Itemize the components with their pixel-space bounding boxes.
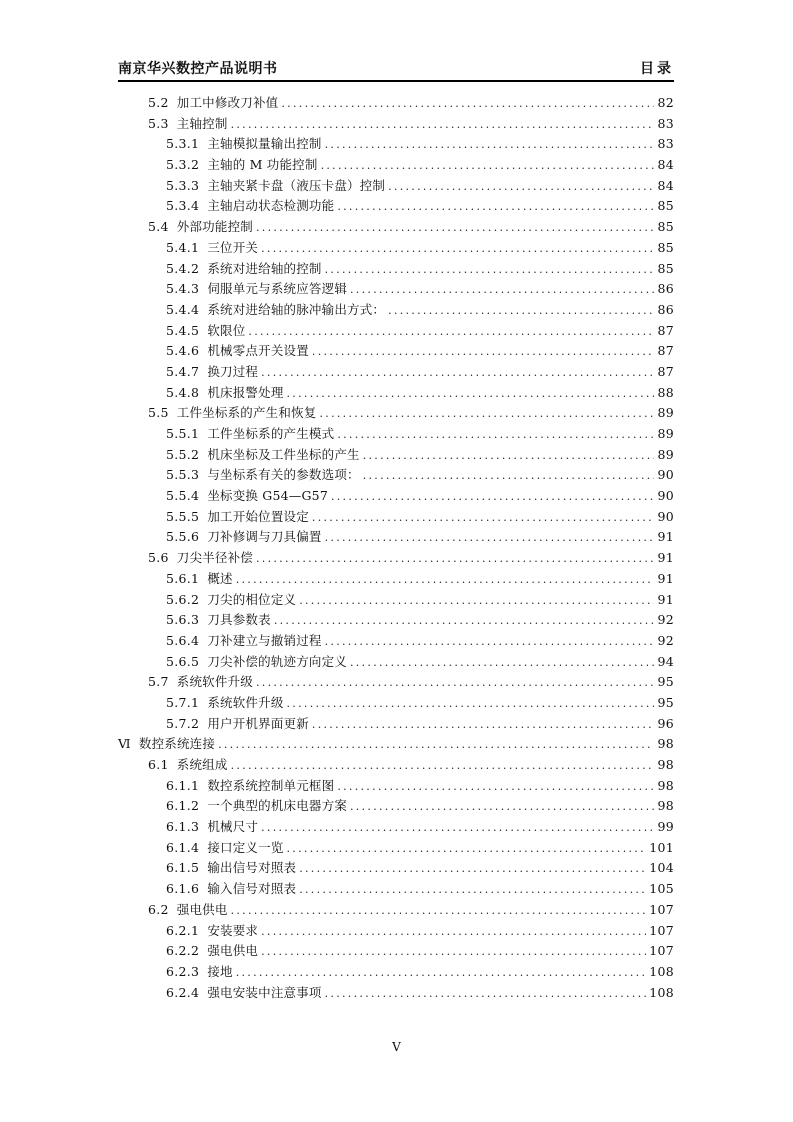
toc-entry-page: 84 [657, 177, 674, 193]
dot-leader [337, 425, 654, 446]
toc-entry-number: 5.5.5 [166, 508, 200, 524]
toc-entry-number: 5.5.2 [166, 446, 200, 462]
toc-entry-title: 接地 [207, 963, 233, 979]
toc-entry-number: 5.5.6 [166, 529, 200, 545]
toc-entry-title: 概述 [207, 570, 233, 586]
dot-leader [261, 239, 654, 260]
toc-entry[interactable] [118, 983, 674, 1004]
toc-entry-title: 强电供电 [176, 901, 228, 917]
toc-entry-title: 伺服单元与系统应答逻辑 [207, 281, 348, 297]
toc-entry[interactable] [118, 610, 674, 631]
toc-entry-title: 刀尖补偿的轨迹方向定义 [207, 653, 348, 669]
dot-leader [312, 342, 655, 363]
toc-entry-title: 系统软件升级 [176, 674, 253, 690]
toc-entry-number: 5.6.1 [166, 570, 200, 586]
toc-entry[interactable] [118, 486, 674, 507]
toc-entry-page: 92 [657, 612, 674, 628]
toc-entry-number: Ⅵ [118, 736, 131, 752]
toc-entry-number: 5.3.3 [166, 177, 200, 193]
toc-entry-title: 用户开机界面更新 [207, 715, 309, 731]
toc-entry-title: 强电安装中注意事项 [207, 984, 322, 1000]
toc-entry[interactable] [118, 652, 674, 673]
toc-entry-number: 6.1 [148, 757, 169, 772]
dot-leader [325, 260, 655, 281]
dot-leader [363, 446, 655, 467]
toc-entry[interactable] [118, 217, 674, 238]
toc-entry[interactable] [118, 362, 674, 383]
toc-entry[interactable] [118, 527, 674, 548]
dot-leader [236, 963, 647, 984]
toc-entry[interactable] [118, 755, 674, 776]
dot-leader [261, 818, 654, 839]
toc-entry-number: 5.5.4 [166, 488, 200, 504]
toc-entry-page: 83 [657, 136, 674, 152]
toc-entry-page: 94 [657, 653, 674, 669]
toc-entry-page: 86 [657, 301, 674, 317]
toc-entry[interactable] [118, 569, 674, 590]
dot-leader [274, 611, 655, 632]
toc-entry-number: 5.6.3 [166, 612, 200, 628]
dot-leader [299, 859, 646, 880]
toc-entry-number: 6.2.2 [166, 943, 200, 959]
toc-entry-title: 与坐标系有关的参数选项： [207, 467, 360, 483]
toc-entry-number: 6.1.5 [166, 860, 200, 876]
toc-entry-page: 90 [657, 467, 674, 483]
toc-entry-page: 90 [657, 508, 674, 524]
toc-entry-title: 系统软件升级 [207, 694, 284, 710]
dot-leader [350, 280, 654, 301]
toc-entry[interactable] [118, 672, 674, 693]
dot-leader [299, 591, 654, 612]
toc-entry-number: 5.7.1 [166, 694, 200, 710]
dot-leader [261, 942, 646, 963]
toc-entry[interactable] [118, 776, 674, 797]
dot-leader [287, 384, 655, 405]
toc-entry[interactable] [118, 900, 674, 921]
toc-entry-page: 89 [657, 426, 674, 441]
dot-leader [281, 94, 654, 115]
toc-entry-number: 5.5.3 [166, 467, 200, 483]
toc-entry-title: 数控系统控制单元框图 [207, 777, 335, 793]
toc-entry-title: 机械尺寸 [207, 819, 259, 835]
dot-leader [256, 549, 655, 570]
toc-entry-page: 87 [657, 343, 674, 359]
toc-entry-title: 主轴模拟量输出控制 [207, 136, 322, 152]
toc-entry-title: 输入信号对照表 [207, 881, 297, 897]
toc-entry[interactable] [118, 114, 674, 135]
toc-entry-page: 108 [649, 963, 674, 979]
toc-entry-title: 数控系统连接 [138, 736, 216, 752]
toc-entry-page: 85 [657, 219, 674, 235]
toc-entry-page: 91 [657, 591, 674, 607]
table-of-contents [118, 93, 674, 1003]
toc-entry-number: 6.1.2 [166, 798, 200, 814]
toc-entry[interactable] [118, 176, 674, 197]
dot-leader [319, 404, 654, 425]
toc-entry-page: 85 [657, 239, 674, 255]
toc-entry[interactable] [118, 693, 674, 714]
toc-entry-page: 105 [649, 881, 674, 897]
toc-entry[interactable] [118, 279, 674, 300]
dot-leader [218, 735, 654, 756]
toc-entry[interactable] [118, 445, 674, 466]
toc-entry-page: 107 [649, 922, 674, 938]
toc-entry-page: 98 [657, 757, 674, 772]
toc-entry-page: 99 [657, 819, 674, 835]
toc-entry[interactable] [118, 879, 674, 900]
toc-entry-number: 5.6 [148, 550, 169, 566]
dot-leader [312, 508, 655, 529]
dot-leader [236, 570, 655, 591]
toc-entry-page: 95 [657, 694, 674, 710]
toc-entry-number: 6.2 [148, 901, 169, 917]
toc-entry-page: 83 [657, 115, 674, 131]
toc-entry-page: 92 [657, 632, 674, 648]
toc-entry-page: 91 [657, 529, 674, 545]
toc-entry-page: 107 [649, 943, 674, 959]
dot-leader [325, 528, 655, 549]
toc-entry-page: 91 [657, 550, 674, 566]
toc-entry-number: 6.1.6 [166, 881, 200, 897]
toc-entry[interactable] [118, 858, 674, 879]
toc-entry-title: 工件坐标系的产生和恢复 [176, 405, 317, 421]
toc-entry-page: 108 [649, 984, 674, 1000]
toc-entry-number: 5.5.1 [166, 426, 200, 441]
toc-entry[interactable] [118, 714, 674, 735]
toc-entry-title: 外部功能控制 [176, 219, 253, 235]
dot-leader [287, 839, 647, 860]
toc-entry-page: 98 [657, 798, 674, 814]
toc-entry-title: 工件坐标系的产生模式 [207, 426, 335, 441]
toc-entry-title: 刀尖半径补偿 [176, 550, 253, 566]
toc-entry-number: 6.2.4 [166, 984, 200, 1000]
toc-entry[interactable] [118, 134, 674, 155]
toc-entry-title: 输出信号对照表 [207, 860, 297, 876]
toc-entry-title: 加工中修改刀补值 [176, 95, 279, 110]
toc-entry-title: 换刀过程 [207, 363, 259, 379]
toc-entry[interactable] [118, 196, 674, 217]
toc-entry-title: 加工开始位置设定 [207, 508, 309, 524]
toc-entry[interactable] [118, 631, 674, 652]
toc-entry[interactable] [118, 155, 674, 176]
toc-entry[interactable] [118, 962, 674, 983]
dot-leader [350, 653, 654, 674]
toc-entry[interactable] [118, 93, 674, 114]
toc-entry-title: 系统组成 [176, 757, 228, 772]
toc-entry[interactable] [118, 321, 674, 342]
toc-entry-page: 87 [657, 322, 674, 338]
toc-entry-number: 5.6.2 [166, 591, 200, 607]
toc-entry-number: 6.1.3 [166, 819, 200, 835]
toc-entry-title: 接口定义一览 [207, 839, 284, 855]
toc-entry[interactable] [118, 300, 674, 321]
toc-entry[interactable] [118, 403, 674, 424]
toc-entry-title: 坐标变换 G54—G57 [207, 488, 328, 504]
toc-entry-title: 刀尖的相位定义 [207, 591, 297, 607]
toc-entry-title: 主轴的 M 功能控制 [207, 157, 318, 173]
toc-entry-page: 98 [657, 777, 674, 793]
dot-leader [321, 156, 655, 177]
toc-entry-page: 107 [649, 901, 674, 917]
toc-entry-title: 刀补建立与撤销过程 [207, 632, 322, 648]
dot-leader [325, 984, 647, 1005]
toc-entry[interactable] [118, 383, 674, 404]
toc-entry-number: 5.7.2 [166, 715, 200, 731]
toc-entry-number: 5.4.3 [166, 281, 200, 297]
toc-entry-title: 刀具参数表 [207, 612, 271, 628]
toc-entry-number: 5.3.1 [166, 136, 200, 152]
dot-leader [350, 797, 654, 818]
toc-entry-number: 6.1.1 [166, 777, 200, 793]
section-title: 目录 [640, 61, 674, 77]
toc-entry-number: 5.3.2 [166, 157, 200, 173]
toc-entry[interactable] [118, 734, 674, 755]
toc-entry[interactable] [118, 796, 674, 817]
toc-entry-page: 87 [657, 363, 674, 379]
toc-entry-number: 5.4.4 [166, 301, 200, 317]
dot-leader [256, 218, 655, 239]
toc-entry-number: 5.4.1 [166, 239, 200, 255]
toc-entry[interactable] [118, 341, 674, 362]
toc-entry-page: 104 [649, 860, 674, 876]
toc-entry[interactable] [118, 838, 674, 859]
toc-entry-number: 5.4.2 [166, 260, 200, 276]
toc-entry-page: 98 [657, 736, 674, 752]
toc-entry-title: 主轴夹紧卡盘（液压卡盘）控制 [207, 177, 386, 193]
toc-entry-number: 5.4.7 [166, 363, 200, 379]
toc-entry-title: 刀补修调与刀具偏置 [207, 529, 322, 545]
page-header [118, 58, 674, 82]
dot-leader [331, 487, 655, 508]
dot-leader [312, 715, 655, 736]
toc-entry[interactable] [118, 590, 674, 611]
toc-entry-number: 5.6.5 [166, 653, 200, 669]
dot-leader [337, 197, 654, 218]
toc-entry[interactable] [118, 817, 674, 838]
toc-entry[interactable] [118, 238, 674, 259]
dot-leader [231, 756, 655, 777]
toc-entry-number: 5.4.6 [166, 343, 200, 359]
toc-entry[interactable] [118, 548, 674, 569]
toc-entry-title: 软限位 [207, 322, 246, 338]
toc-entry-number: 6.2.1 [166, 922, 200, 938]
toc-entry-title: 机床报警处理 [207, 384, 284, 400]
toc-entry-number: 5.3.4 [166, 198, 200, 214]
dot-leader [256, 673, 655, 694]
toc-entry-number: 6.2.3 [166, 963, 200, 979]
toc-entry-page: 89 [657, 446, 674, 462]
toc-entry-number: 5.2 [148, 95, 169, 110]
toc-entry-title: 系统对进给轴的控制 [207, 260, 322, 276]
document-title: 南京华兴数控产品说明书 [118, 61, 278, 77]
toc-entry-number: 5.3 [148, 115, 169, 131]
dot-leader [231, 115, 655, 136]
toc-entry-title: 主轴启动状态检测功能 [207, 198, 335, 214]
toc-entry-page: 88 [657, 384, 674, 400]
toc-entry-title: 一个典型的机床电器方案 [207, 798, 348, 814]
toc-entry-page: 86 [657, 281, 674, 297]
toc-entry-title: 主轴控制 [176, 115, 228, 131]
dot-leader [231, 901, 647, 922]
toc-entry-number: 5.4 [148, 219, 169, 235]
toc-entry[interactable] [118, 259, 674, 280]
dot-leader [299, 880, 646, 901]
dot-leader [261, 922, 646, 943]
toc-entry[interactable] [118, 941, 674, 962]
toc-entry-page: 85 [657, 198, 674, 214]
toc-entry[interactable] [118, 921, 674, 942]
toc-entry-title: 机械零点开关设置 [207, 343, 309, 359]
toc-entry-page: 95 [657, 674, 674, 690]
toc-entry-number: 5.4.8 [166, 384, 200, 400]
dot-leader [388, 301, 654, 322]
toc-entry-page: 101 [649, 839, 674, 855]
toc-entry-number: 5.7 [148, 674, 169, 690]
toc-entry-number: 5.4.5 [166, 322, 200, 338]
page-number: V [392, 1040, 401, 1054]
toc-entry[interactable] [118, 424, 674, 445]
dot-leader [325, 135, 655, 156]
toc-entry-title: 三位开关 [207, 239, 259, 255]
toc-entry-page: 96 [657, 715, 674, 731]
toc-entry-page: 84 [657, 157, 674, 173]
toc-entry-number: 6.1.4 [166, 839, 200, 855]
dot-leader [388, 177, 654, 198]
toc-entry-title: 系统对进给轴的脉冲输出方式： [207, 301, 386, 317]
dot-leader [261, 363, 654, 384]
toc-entry-page: 85 [657, 260, 674, 276]
toc-entry-number: 5.5 [148, 405, 169, 421]
toc-entry-page: 82 [657, 95, 674, 110]
toc-entry-page: 91 [657, 570, 674, 586]
toc-entry[interactable] [118, 507, 674, 528]
toc-entry[interactable] [118, 465, 674, 486]
dot-leader [337, 777, 654, 798]
toc-entry-title: 强电供电 [207, 943, 259, 959]
dot-leader [363, 466, 655, 487]
dot-leader [325, 632, 655, 653]
dot-leader [287, 694, 655, 715]
toc-entry-page: 89 [657, 405, 674, 421]
toc-entry-page: 90 [657, 488, 674, 504]
toc-entry-title: 安装要求 [207, 922, 259, 938]
dot-leader [248, 322, 654, 343]
toc-entry-title: 机床坐标及工件坐标的产生 [207, 446, 360, 462]
toc-entry-number: 5.6.4 [166, 632, 200, 648]
